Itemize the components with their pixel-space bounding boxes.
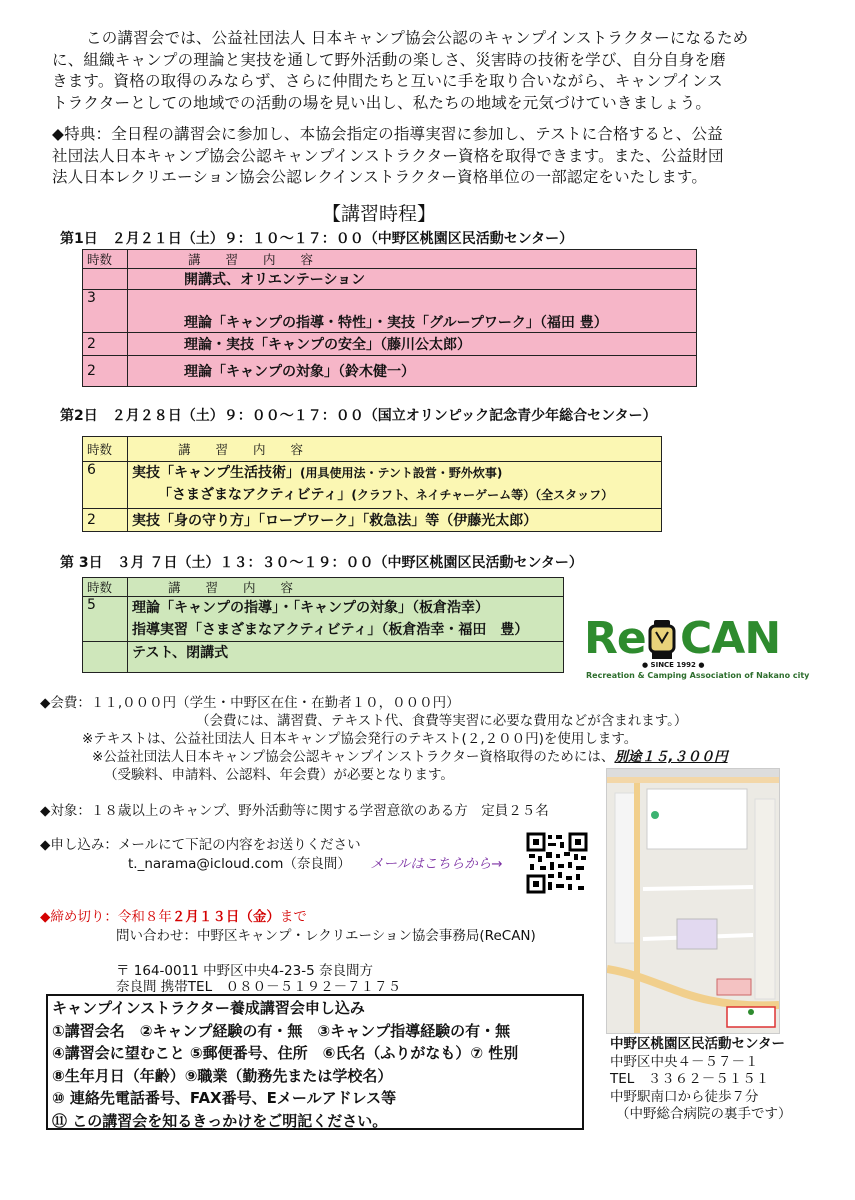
contact-tel: 奈良間 携帯TEL ０８０－５１９２－７１７５	[116, 979, 402, 995]
form-title: キャンプインストラクター養成講習会申し込み	[52, 999, 365, 1017]
venue-access: 中野駅南口から徒歩７分	[610, 1088, 759, 1105]
table-row: 開講式、オリエンテーション	[128, 269, 697, 290]
area-map	[606, 768, 780, 1034]
fee-emphasis: 別途１５,３００円	[614, 749, 728, 765]
map-illustration	[607, 769, 779, 1033]
row-time: 6	[83, 462, 128, 509]
fee-line: （受験料、申請料、公認料、年会費）が必要となります。	[104, 767, 454, 783]
deadline-date: ２月１３日（金）	[171, 909, 280, 925]
col-content-header: 講 習 内 容	[128, 250, 697, 269]
row-time: 2	[83, 356, 128, 387]
row-note: (クラフト、ネイチャーゲーム等）（全スタッフ）	[351, 488, 614, 502]
form-item: ①講習会名 ②キャンプ経験の有・無 ③キャンプ指導経験の有・無	[52, 1021, 511, 1040]
table-row: 理論「キャンプの対象」（鈴木健一）	[128, 356, 697, 387]
benefit-line: 法人日本レクリエーション協会公認レクインストラクター資格単位の一部認定をいたします。	[52, 168, 708, 186]
fee-line: ◆会費：１１,０００円（学生・中野区在住・在勤者１０，０００円）	[40, 695, 460, 711]
day3-heading: 第 3日 ３月 ７日（土）１３：３０～１９：００（中野区桃園区民活動センター）	[60, 555, 583, 571]
day3-table	[82, 577, 564, 673]
deadline-line	[40, 908, 307, 926]
day2-table	[82, 436, 662, 532]
venue-tel: TEL ３３６２－５１５１	[610, 1071, 770, 1087]
row-time: 2	[83, 333, 128, 356]
table-row	[128, 597, 564, 642]
fee-line	[40, 748, 830, 766]
apply-text: ◆申し込み：メールにて下記の内容をお送りください	[40, 837, 361, 853]
col-time-header: 時数	[83, 578, 128, 597]
form-item: ④講習会に望むこと ⑤郵便番号、住所 ⑥氏名（ふりがなも）⑦ 性別	[52, 1044, 519, 1062]
col-content-header: 講 習 内 容	[128, 437, 662, 462]
schedule-title: 【講習時程】	[322, 203, 437, 225]
intro-line: トラクターとしての地域での活動の場を見い出し、私たちの地域を元気づけていきましょう。	[52, 93, 712, 112]
intro-line: に、組織キャンプの理論と実技を通して野外活動の楽しさ、災害時の技術を学び、自分自身を磨	[52, 50, 726, 69]
venue-note: （中野総合病院の裏手です）	[616, 1106, 792, 1122]
apply-email[interactable]: t._narama@icloud.com（奈良間）	[128, 856, 351, 872]
contact-address: 〒 164-0011 中野区中央4-23-5 奈良間方	[116, 963, 373, 979]
deadline-suffix: まで	[279, 909, 307, 925]
day2-heading: 第2日 ２月２８日（土）９：００～１７：００（国立オリンピック記念青少年総合センター）	[60, 408, 657, 424]
row-text: 「さまざまなアクティビティ」	[158, 487, 352, 503]
recan-logo	[582, 613, 810, 686]
logo-can: CAN	[680, 613, 781, 664]
fee-line: ※テキストは、公益社団法人 日本キャンプ協会発行のテキスト(２,２００円)を使用します。	[82, 731, 638, 747]
logo-re: Re	[584, 613, 646, 664]
col-time-header: 時数	[83, 250, 128, 269]
target-text: ◆対象：１８歳以上のキャンプ、野外活動等に関する学習意欲のある方 定員２５名	[40, 803, 549, 819]
row-text: 実技「キャンプ生活技術」	[132, 465, 300, 481]
intro-paragraph	[52, 28, 832, 114]
table-row	[128, 462, 662, 509]
benefit-paragraph	[52, 124, 842, 189]
row-note: (用具使用法・テント設営・野外炊事)	[300, 466, 503, 480]
intro-line: きます。資格の取得のみならず、さらに仲間たちと互いに手を取り合いながら、キャンプインス	[52, 72, 723, 90]
row-text: 理論「キャンプの指導」・「キャンプの対象」（板倉浩幸）	[132, 600, 489, 616]
row-time: 3	[83, 290, 128, 333]
day1-table	[82, 249, 697, 387]
row-time: 2	[83, 509, 128, 532]
day1-heading: 第1日 ２月２１日（土）９：１０～１７：００（中野区桃園区民活動センター）	[60, 231, 574, 247]
form-item: ⑩ 連絡先電話番号、FAX番号、Eメールアドレス等	[52, 1089, 397, 1107]
col-content-header: 講 習 内 容	[128, 578, 564, 597]
row-text: 指導実習「さまざまなアクティビティ」（板倉浩幸・福田 豊）	[132, 622, 529, 638]
table-row: テスト、閉講式	[128, 642, 564, 673]
row-time: 5	[83, 597, 128, 642]
application-form-box	[46, 994, 584, 1130]
intro-line: この講習会では、公益社団法人 日本キャンプ協会公認のキャンプインストラクターになるため	[86, 29, 749, 47]
benefit-line: ◆特典：全日程の講習会に参加し、本協会指定の指導実習に参加し、テストに合格すると、公益	[52, 125, 723, 143]
table-row: 理論「キャンプの指導・特性」・実技「グループワーク」（福田 豊）	[128, 290, 697, 333]
table-row: 実技「身の守り方」「ロープワーク」「救急法」等（伊藤光太郎）	[128, 509, 662, 532]
deadline-prefix: ◆締め切り：令和８年	[40, 909, 172, 925]
contact-text: 問い合わせ：中野区キャンプ・レクリエーション協会事務局(ReCAN)	[116, 928, 536, 944]
fee-text: ※公益社団法人日本キャンプ協会公認キャンプインストラクター資格取得のためには、	[92, 749, 615, 765]
table-row: 理論・実技「キャンプの安全」（藤川公太郎）	[128, 333, 697, 356]
mail-link[interactable]: メールはこちらから→	[370, 856, 503, 872]
qr-code-icon[interactable]	[526, 832, 588, 894]
form-item: ⑧生年月日（年齢）⑨職業（勤務先または学校名）	[52, 1066, 393, 1085]
venue-name: 中野区桃園区民活動センター	[610, 1036, 785, 1052]
venue-info	[610, 1036, 792, 1124]
col-time-header: 時数	[83, 437, 128, 462]
logo-fullname: Recreation & Camping Association of Nakano city	[586, 671, 810, 680]
fee-line: （会費には、講習費、テキスト代、食費等実習に必要な費用などが含まれます。）	[196, 713, 688, 729]
form-item: ⑪ この講習会を知るきっかけをご明記ください。	[52, 1111, 388, 1130]
venue-address: 中野区中央４－５７－１	[610, 1053, 759, 1070]
logo-since: ● SINCE 1992 ●	[642, 661, 705, 669]
lantern-icon	[644, 618, 680, 662]
benefit-line: 社団法人日本キャンプ協会公認キャンプインストラクター資格を取得できます。また、公益財団	[52, 146, 724, 165]
